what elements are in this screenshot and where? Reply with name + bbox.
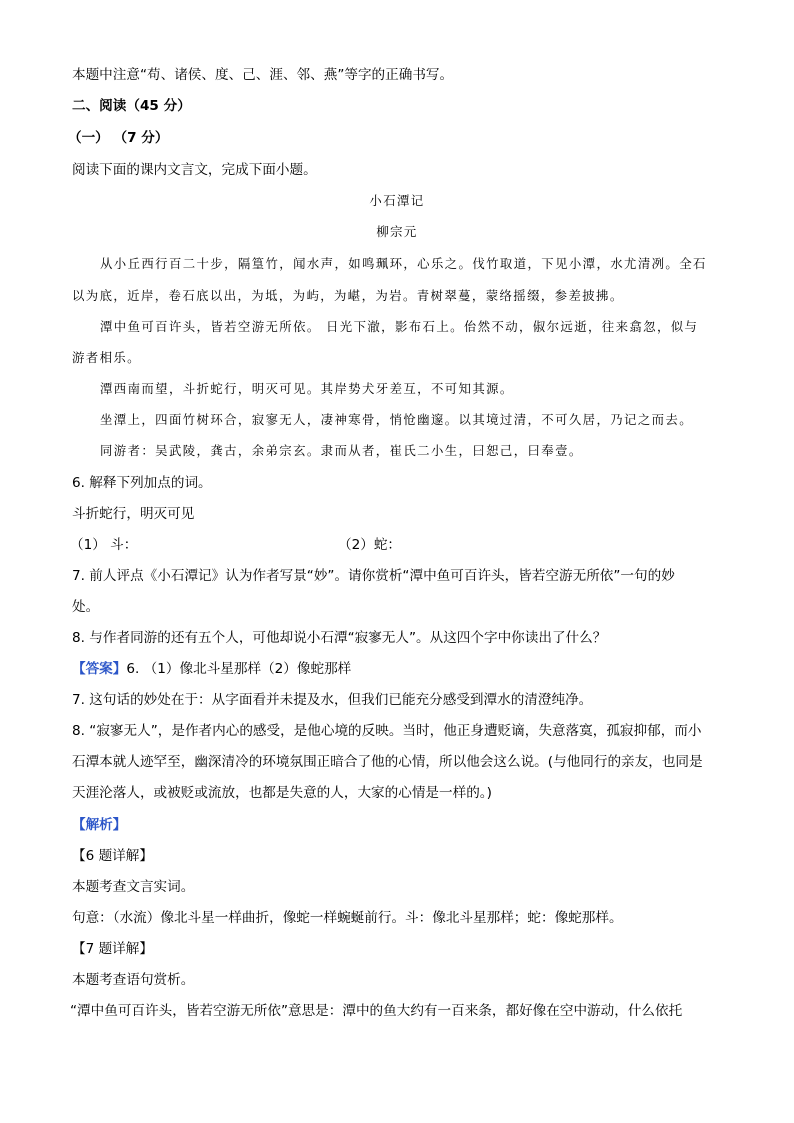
passage-paragraph-3: 潭西南而望，斗折蛇行，明灭可见。其岸势犬牙差互，不可知其源。 <box>100 381 514 396</box>
answer-7: 7. 这句话的妙处在于：从字面看并未提及水，但我们已能充分感受到潭水的清澄纯净。 <box>72 692 593 708</box>
question-6: 6. 解释下列加点的词。 <box>72 475 212 491</box>
detail-6-tag: 【6 题详解】 <box>72 848 153 864</box>
question-8: 8. 与作者同游的还有五个人，可他却说小石潭“寂寥无人”。从这四个字中你读出了什么？ <box>72 630 607 646</box>
analysis-tag: 【解析】 <box>72 817 127 833</box>
answer-tag: 【答案】 <box>72 661 127 677</box>
sub-1-label: （1） 斗： <box>70 537 138 553</box>
detail-6-line-2: 句意：（水流）像北斗星一样曲折，像蛇一样蜿蜒前行。斗：像北斗星那样；蛇：像蛇那样。 <box>72 910 623 926</box>
subsection-heading: （一） （7 分） <box>68 130 169 146</box>
detail-7-tag: 【7 题详解】 <box>72 941 153 957</box>
question-6-sub-2 <box>338 535 732 555</box>
answer-line <box>72 659 732 679</box>
question-6-phrase: 斗折蛇行，明灭可见 <box>72 506 195 522</box>
passage-paragraph-2-line-1: 潭中鱼可百许头，皆若空游无所依。 日光下澈，影布石上。佁然不动，俶尔远逝，往来翕忽，似与 <box>100 319 699 334</box>
answer-8-line-3: 天涯沦落人，或被贬或流放，也都是失意的人，大家的心情是一样的。) <box>72 785 492 801</box>
passage-paragraph-1-line-1: 从小丘西行百二十步，隔篁竹，闻水声，如鸣珮环，心乐之。伐竹取道，下见小潭，水尤清冽。全石 <box>100 256 707 271</box>
answer-6: 6. （1）像北斗星那样（2）像蛇那样 <box>126 661 352 677</box>
detail-6-line-1: 本题考查文言实词。 <box>72 879 195 895</box>
sub-2-label: （2）蛇： <box>338 537 402 553</box>
answer-8-line-1: 8. “寂寥无人”，是作者内心的感受，是他心境的反映。当时，他正身遭贬谪，失意落寞，孤寂抑郁，而小 <box>72 723 702 739</box>
passage-paragraph-4: 坐潭上，四面竹树环合，寂寥无人，凄神寒骨，悄怆幽邃。以其境过清，不可久居，乃记之而去。 <box>100 412 693 427</box>
passage-paragraph-1-line-2: 以为底，近岸，卷石底以出，为坻，为屿，为嵁，为岩。青树翠蔓，蒙络摇缀，参差披拂。 <box>72 288 624 303</box>
question-7-line-2: 处。 <box>72 599 100 615</box>
section-heading: 二、阅读（45 分） <box>72 98 191 114</box>
passage-paragraph-2-line-2: 游者相乐。 <box>72 350 141 365</box>
passage-paragraph-5: 同游者：吴武陵，龚古，余弟宗玄。隶而从者，崔氏二小生，曰恕己，曰奉壹。 <box>100 443 583 458</box>
detail-7-line-1: 本题考查语句赏析。 <box>72 972 195 988</box>
question-7-line-1: 7. 前人评点《小石潭记》认为作者写景“妙”。请你赏析“潭中鱼可百许头，皆若空游无所依”一句的妙 <box>72 568 675 584</box>
poem-title: 小石潭记 <box>369 193 425 208</box>
detail-7-line-2: “潭中鱼可百许头，皆若空游无所依”意思是：潭中的鱼大约有一百来条，都好像在空中游动，什么依托 <box>70 1003 683 1019</box>
poem-author: 柳宗元 <box>376 224 418 239</box>
instruction-line: 阅读下面的课内文言文，完成下面小题。 <box>72 162 317 178</box>
note-line: 本题中注意“苟、诸侯、度、己、涯、邻、燕”等字的正确书写。 <box>72 67 454 83</box>
answer-8-line-2: 石潭本就人迹罕至，幽深清冷的环境氛围正暗合了他的心情，所以他会这么说。(与他同行的亲友，也同是 <box>72 754 703 770</box>
